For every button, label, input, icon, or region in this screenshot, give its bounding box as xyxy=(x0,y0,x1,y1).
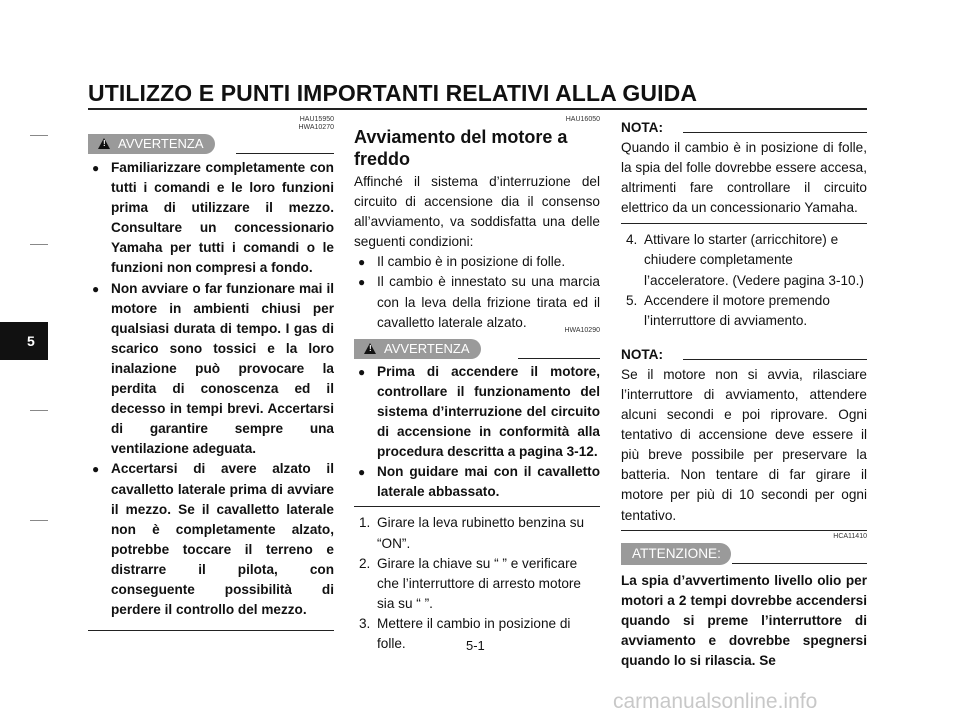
column-middle xyxy=(354,116,600,654)
step-item xyxy=(621,291,867,331)
watermark: carmanualsonline.info xyxy=(613,690,818,713)
reference-code: HAU16050 xyxy=(565,116,600,123)
tab-divider xyxy=(30,520,48,521)
note-end-rule xyxy=(621,530,867,531)
steps-list xyxy=(354,513,600,654)
column-right xyxy=(621,118,867,671)
steps-list xyxy=(621,230,867,330)
warning-item: ● Prima di accendere il motore, controllare il funzionamento del sistema d’interruzione del circuito di accensione in conformità alla procedura descritta a pagina 3-12. xyxy=(354,362,600,462)
step-number: 2. xyxy=(359,555,371,571)
reference-code: HAU15950 xyxy=(299,116,334,123)
warning-header xyxy=(88,134,334,154)
warning-triangle-icon: ! xyxy=(364,343,376,354)
warning-badge xyxy=(88,134,215,154)
warning-header xyxy=(354,339,600,359)
step-text: Accendere il motore premendo l’interruttore di avviamento. xyxy=(644,292,830,328)
caution-header xyxy=(621,543,867,565)
note-label: NOTA: xyxy=(621,120,664,135)
page-number: 5-1 xyxy=(466,638,485,653)
step-item xyxy=(354,554,600,614)
step-text: Mettere il cambio in posizione di folle. xyxy=(377,615,571,651)
warning-label: AVVERTENZA xyxy=(384,340,470,356)
warning-list xyxy=(88,158,334,620)
caution-text: La spia d’avvertimento livello olio per motori a 2 tempi dovrebbe accendersi quando si preme l’interruttore di avviamento e dovrebbe spegnersi quando lo si rilascia. Se xyxy=(621,572,867,668)
note-rule xyxy=(683,359,867,360)
warning-item: ● Familiarizzare completamente con tutti i comandi e le loro funzioni prima di utilizzare il mezzo. Consultare un concessionario Yamaha per tutti i comandi o le funzioni non compresi a fondo. xyxy=(88,158,334,279)
step-text: Girare la leva rubinetto benzina su “ON”. xyxy=(377,515,585,551)
step-item xyxy=(621,230,867,290)
warning-item: ● Non guidare mai con il cavalletto laterale abbassato. xyxy=(354,462,600,502)
warning-list xyxy=(354,362,600,503)
note-label: NOTA: xyxy=(621,346,664,362)
warning-item: ● Accertarsi di avere alzato il cavalletto laterale prima di avviare il mezzo. Se il cavalletto laterale non è completamente alzato, potrebbe toccare il terreno e distrarre il pilota, con conseguente possibilità di perdere il controllo del mezzo. xyxy=(88,459,334,620)
note-text: Quando il cambio è in posizione di folle, la spia del folle dovrebbe essere accesa, altrimenti fare controllare il circuito elettrico da un concessionario Yamaha. xyxy=(621,140,867,216)
note-header xyxy=(621,345,867,365)
step-text: Attivare lo starter (arricchitore) e chiudere completamente l’acceleratore. (Vedere pagina 3-10.) xyxy=(644,232,864,288)
reference-code: HCA11410 xyxy=(833,532,867,540)
tab-divider xyxy=(30,410,48,411)
step-number: 5. xyxy=(626,292,638,308)
section-heading: Avviamento del motore a freddo xyxy=(354,127,568,169)
condition-item: ● Il cambio è in posizione di folle. xyxy=(354,252,600,272)
step-item xyxy=(354,513,600,553)
note-text: Se il motore non si avvia, rilasciare l’interruttore di avviamento, attendere alcuni secondi e poi riprovare. Ogni tentativo di accensione deve essere il più breve possibile per preservare la batteria. Non tentare di far girare il motore per più di 10 secondi per ogni tentativo. xyxy=(621,366,867,523)
warning-end-rule xyxy=(354,506,600,507)
note-rule xyxy=(683,132,867,133)
column-left xyxy=(88,116,334,631)
note-end-rule xyxy=(621,223,867,224)
warning-rule xyxy=(518,358,600,359)
warning-triangle-icon: ! xyxy=(98,138,110,149)
tab-divider xyxy=(30,244,48,245)
caution-badge: ATTENZIONE: xyxy=(621,543,731,565)
note-header xyxy=(621,118,867,138)
chapter-tab[interactable]: 5 xyxy=(0,322,48,360)
reference-codes xyxy=(88,116,334,132)
reference-code: HWA10270 xyxy=(298,124,334,131)
page-title: UTILIZZO E PUNTI IMPORTANTI RELATIVI ALLA GUIDA xyxy=(88,80,698,106)
title-divider xyxy=(88,108,867,110)
warning-item: ● Non avviare o far funzionare mai il motore in ambienti chiusi per qualsiasi durata di tempo. I gas di scarico sono tossici e la loro inalazione può provocare la perdita di conoscenza ed il decesso in tempi brevi. Accertarsi di garantire sempre una ventilazione adeguata. xyxy=(88,279,334,460)
warning-rule xyxy=(236,153,334,154)
warning-badge xyxy=(354,339,481,359)
condition-item: ● Il cambio è innestato su una marcia con la leva della frizione tirata ed il cavalletto laterale alzato. xyxy=(354,272,600,332)
warning-end-rule xyxy=(88,630,334,631)
conditions-list xyxy=(354,252,600,332)
step-number: 3. xyxy=(359,615,371,631)
reference-code: HWA10290 xyxy=(564,326,600,334)
step-text: Girare la chiave su “ ” e verificare che l’interruttore di arresto motore sia su “ ”. xyxy=(377,555,581,611)
caution-rule xyxy=(732,563,867,564)
step-number: 1. xyxy=(359,515,371,531)
warning-label: AVVERTENZA xyxy=(118,136,204,151)
step-number: 4. xyxy=(626,232,638,248)
intro-paragraph: Affinché il sistema d’interruzione del circuito di accensione dia il consenso all’avviamento, va soddisfatta una delle seguenti condizioni: xyxy=(354,174,600,250)
tab-divider xyxy=(30,135,48,136)
